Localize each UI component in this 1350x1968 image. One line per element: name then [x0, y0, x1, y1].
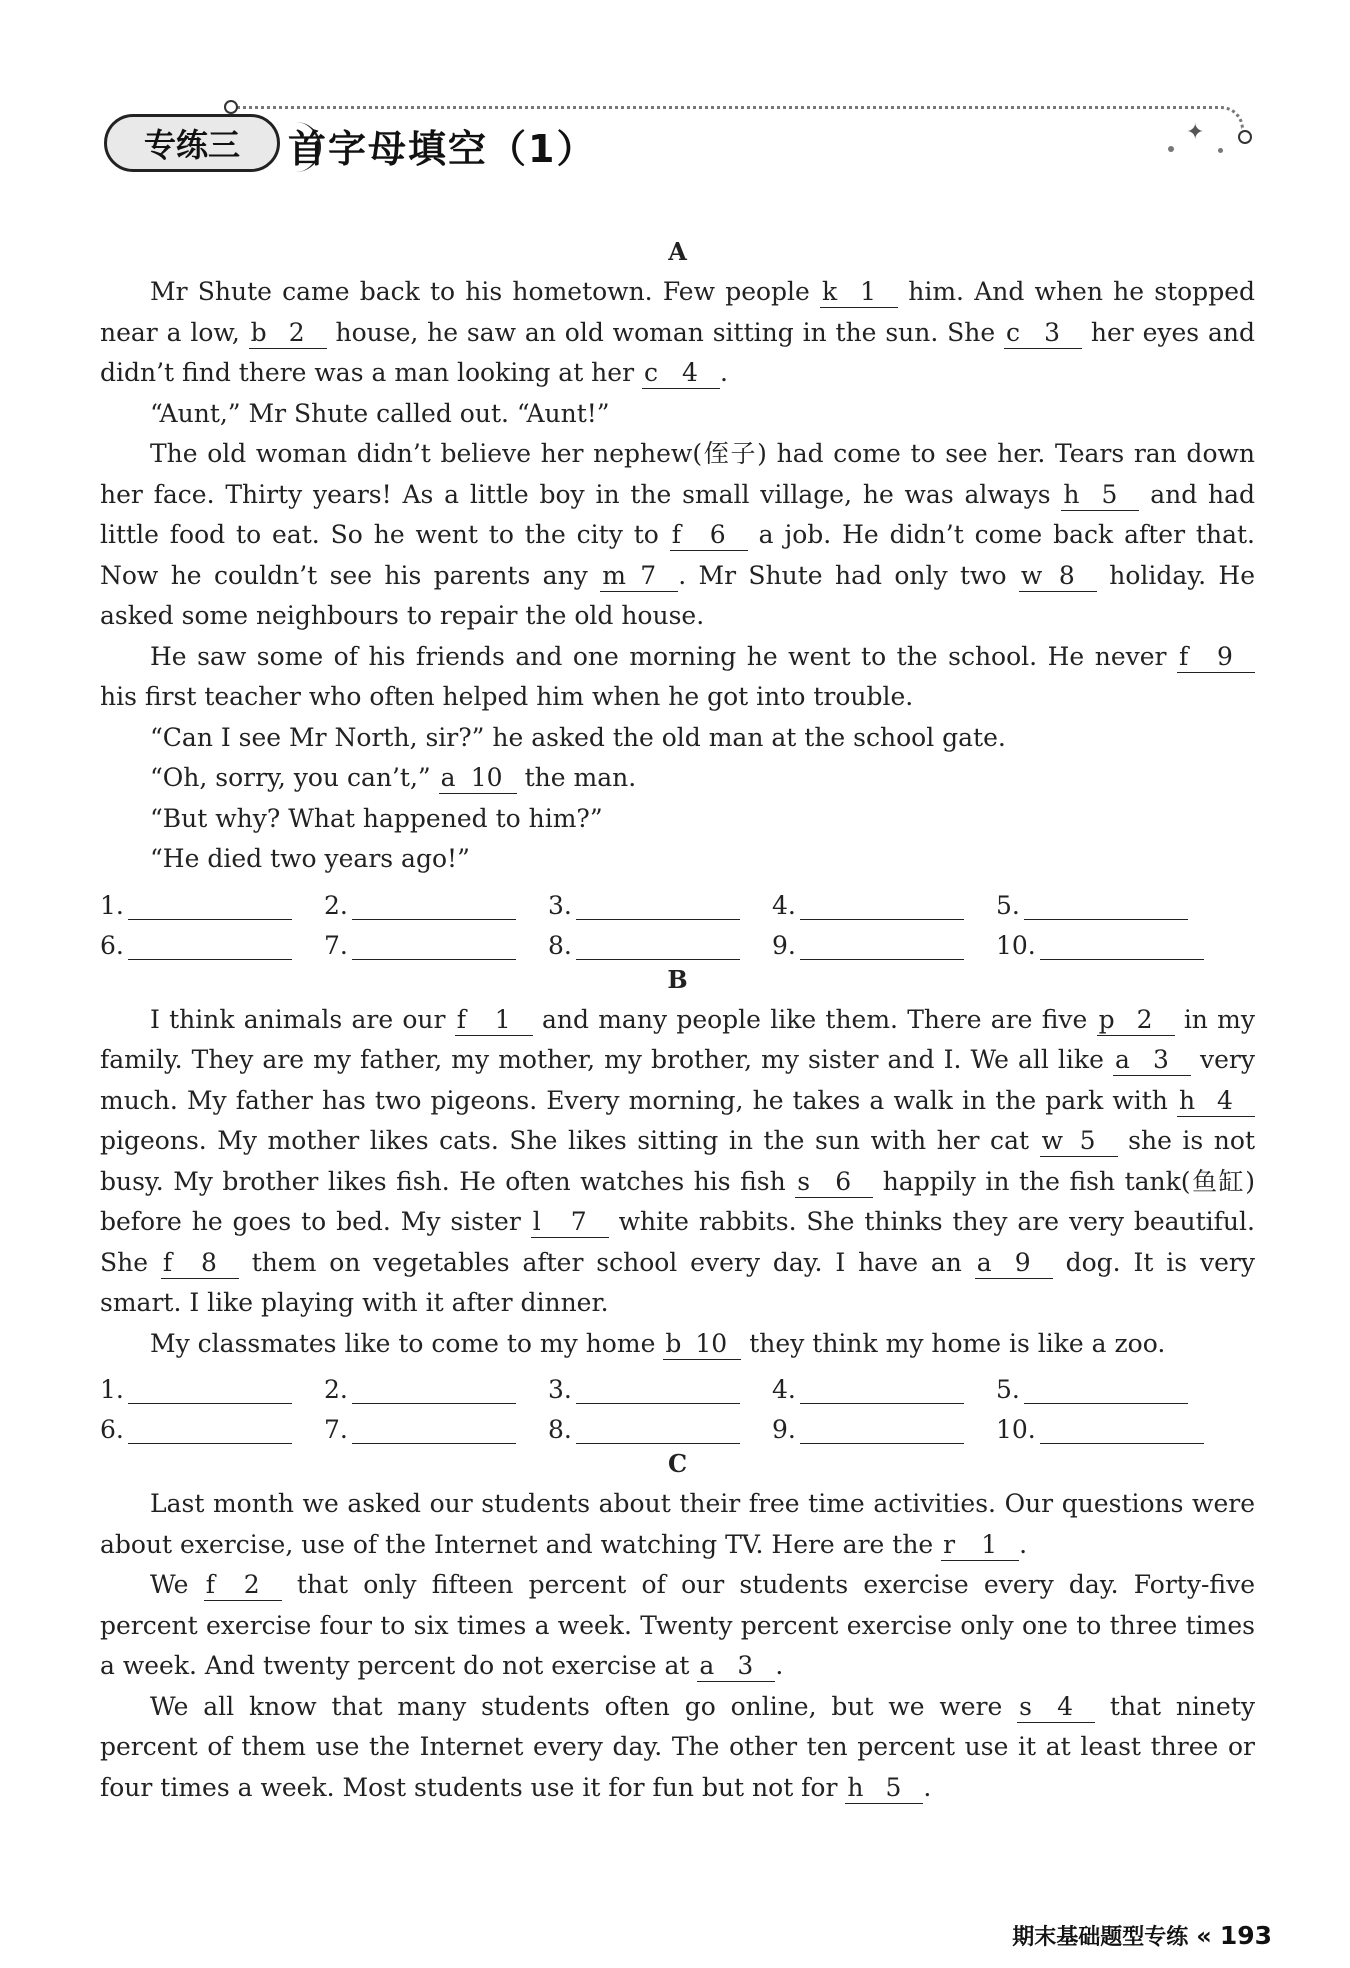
- fill-in-blank[interactable]: [1040, 1126, 1118, 1157]
- passage-text: him. And when he stopped near a low,: [100, 277, 1255, 347]
- blank-number: 3: [737, 1651, 754, 1680]
- answer-item: [996, 931, 1220, 960]
- passage-text: Last month we asked our students about their free time activities. Our questions were about exercise, use of the Internet and watching TV. Here are the: [100, 1489, 1255, 1559]
- passage-text: “He died two years ago!”: [150, 844, 470, 873]
- answer-number: 10.: [996, 930, 1036, 960]
- answer-number: 6.: [100, 1415, 124, 1444]
- fill-in-blank[interactable]: [670, 520, 748, 551]
- answer-item: [548, 891, 772, 920]
- blank-initial-letter: m: [602, 560, 626, 590]
- answer-item: [772, 891, 996, 920]
- blank-number: 1: [494, 1004, 511, 1034]
- blank-number: 9: [1014, 1247, 1031, 1277]
- passage-text: “But why? What happened to him?”: [150, 803, 603, 833]
- blank-initial-letter: h: [1179, 1085, 1196, 1115]
- dot-ornament: [1168, 146, 1174, 152]
- answer-item: [324, 891, 548, 920]
- fill-in-blank[interactable]: [642, 358, 720, 389]
- answer-input-line[interactable]: [128, 935, 292, 960]
- passage-paragraph: [100, 1324, 1255, 1365]
- blank-number: 9: [1217, 641, 1233, 671]
- answer-number: 8.: [548, 930, 572, 960]
- blank-initial-letter: k: [822, 277, 838, 306]
- fill-in-blank[interactable]: [161, 1248, 239, 1279]
- fill-in-blank[interactable]: [820, 277, 898, 308]
- sparkle-icon: ✦: [1186, 120, 1205, 145]
- passage-text: The old woman didn’t believe her nephew(侄子) had come to see her. Tears ran down her face. Thirty years! As a little boy in the small village, he was always: [100, 439, 1255, 509]
- answer-number: 2.: [324, 890, 348, 920]
- answer-input-line[interactable]: [576, 1419, 740, 1444]
- blank-initial-letter: a: [1114, 1045, 1130, 1074]
- answer-input-line[interactable]: [352, 1419, 516, 1444]
- page-title: 首字母填空（1）: [288, 127, 597, 171]
- page-number: 193: [1219, 1921, 1272, 1950]
- answer-row: [100, 880, 1255, 920]
- answer-item: [100, 1415, 324, 1444]
- fill-in-blank[interactable]: [697, 1651, 775, 1682]
- page-footer: [1012, 1920, 1272, 1951]
- blank-initial-letter: c: [1006, 317, 1021, 347]
- fill-in-blank[interactable]: [1113, 1045, 1191, 1076]
- blank-initial-letter: h: [847, 1772, 864, 1802]
- passage-text: and many people like them. There are five: [532, 1004, 1097, 1034]
- blank-initial-letter: w: [1041, 1126, 1063, 1155]
- answer-input-line[interactable]: [800, 1379, 964, 1404]
- answer-number: 5.: [996, 1375, 1020, 1404]
- answer-input-line[interactable]: [352, 935, 516, 960]
- answer-item: [996, 1415, 1220, 1444]
- answer-input-line[interactable]: [128, 895, 292, 920]
- passage-text: dog. It is very smart. I like playing with it after dinner.: [100, 1247, 1255, 1317]
- page-header: [96, 100, 1256, 190]
- passage-text: very much. My father has two pigeons. Every morning, he takes a walk in the park with: [100, 1045, 1255, 1115]
- answer-input-line[interactable]: [352, 1379, 516, 1404]
- answer-item: [324, 1415, 548, 1444]
- blank-number: 10: [695, 1328, 728, 1358]
- fill-in-blank[interactable]: [1019, 561, 1097, 592]
- blank-number: 3: [1152, 1045, 1169, 1074]
- passage-text: .: [719, 358, 728, 387]
- blank-number: 5: [1101, 479, 1118, 509]
- passage-text: white rabbits. She thinks they are very beautiful. She: [100, 1207, 1255, 1277]
- answer-input-line[interactable]: [1024, 895, 1188, 920]
- blank-initial-letter: f: [1179, 641, 1189, 671]
- fill-in-blank[interactable]: [1177, 1086, 1255, 1117]
- blank-initial-letter: a: [699, 1651, 715, 1680]
- blank-number: 3: [1044, 317, 1060, 347]
- fill-in-blank[interactable]: [845, 1773, 923, 1804]
- passage-text: a job. He didn’t come back after that. Now he couldn’t see his parents any: [100, 520, 1255, 590]
- passage-paragraph: [100, 1565, 1255, 1687]
- blank-initial-letter: b: [665, 1328, 682, 1358]
- answer-number: 9.: [772, 1415, 796, 1444]
- passage-paragraph: [100, 799, 1255, 840]
- answer-number: 6.: [100, 930, 124, 960]
- blank-number: 7: [640, 560, 657, 590]
- answer-input-line[interactable]: [128, 1379, 292, 1404]
- passage-paragraph: [100, 1687, 1255, 1809]
- passage-text: her eyes and didn’t find there was a man looking at her: [100, 317, 1255, 387]
- passage-text: the man.: [516, 763, 637, 792]
- blank-initial-letter: s: [797, 1166, 811, 1196]
- answer-number: 1.: [100, 890, 124, 920]
- blank-initial-letter: l: [532, 1207, 541, 1236]
- footer-book-title: 期末基础题型专练: [1012, 1925, 1189, 1950]
- passage-text: them on vegetables after school every day. I have an: [238, 1247, 975, 1277]
- answer-input-line[interactable]: [800, 895, 964, 920]
- blank-initial-letter: f: [456, 1004, 466, 1034]
- section-badge: 专练三: [104, 114, 280, 172]
- answer-item: [324, 1375, 548, 1404]
- fill-in-blank[interactable]: [941, 1530, 1019, 1561]
- fill-in-blank[interactable]: [439, 763, 517, 794]
- answer-input-line[interactable]: [576, 1379, 740, 1404]
- answer-item: [324, 931, 548, 960]
- blank-initial-letter: f: [205, 1570, 215, 1599]
- blank-number: 1: [981, 1529, 998, 1559]
- blank-number: 4: [1217, 1085, 1233, 1115]
- passage-text: “Aunt,” Mr Shute called out. “Aunt!”: [150, 398, 610, 428]
- passage-text: .: [923, 1772, 932, 1802]
- passage-paragraph: [100, 434, 1255, 637]
- answer-input-line[interactable]: [1040, 935, 1204, 960]
- blank-number: 10: [470, 763, 503, 792]
- answer-number: 4.: [772, 1375, 796, 1404]
- answer-number: 7.: [324, 1415, 348, 1444]
- fill-in-blank[interactable]: [531, 1207, 609, 1238]
- answer-item: [100, 1375, 324, 1404]
- passage-text: .: [1019, 1529, 1028, 1559]
- answer-number: 4.: [772, 890, 796, 920]
- passage-text: house, he saw an old woman sitting in the sun. She: [326, 317, 1005, 347]
- fill-in-blank[interactable]: [455, 1005, 533, 1036]
- circle-ornament: [224, 100, 238, 114]
- answer-number: 2.: [324, 1375, 348, 1404]
- passage-text: . Mr Shute had only two: [678, 560, 1019, 590]
- blank-number: 4: [682, 358, 698, 387]
- passage-text: she is not busy. My brother likes fish. He often watches his fish: [100, 1126, 1255, 1196]
- passage-paragraph: [100, 1000, 1255, 1324]
- answer-number: 3.: [548, 890, 572, 920]
- passage-paragraph: [100, 637, 1255, 718]
- blank-number: 6: [835, 1166, 852, 1196]
- answer-lines: [100, 1364, 1255, 1444]
- blank-initial-letter: b: [250, 317, 267, 347]
- passage-text: “Oh, sorry, you can’t,”: [150, 763, 439, 792]
- fill-in-blank[interactable]: [1017, 1692, 1095, 1723]
- fill-in-blank[interactable]: [204, 1570, 282, 1601]
- passage-text: and had little food to eat. So he went to the city to: [100, 479, 1256, 549]
- fill-in-blank[interactable]: [1097, 1005, 1175, 1036]
- circle-ornament: [1238, 130, 1252, 144]
- fill-in-blank[interactable]: [1061, 480, 1139, 511]
- passage-text: pigeons. My mother likes cats. She likes sitting in the sun with her cat: [100, 1126, 1040, 1155]
- passage-text: He saw some of his friends and one morning he went to the school. He never: [150, 641, 1177, 671]
- answer-input-line[interactable]: [576, 935, 740, 960]
- blank-initial-letter: h: [1063, 479, 1080, 509]
- passage-text: his first teacher who often helped him when he got into trouble.: [100, 682, 914, 711]
- passage-text: Mr Shute came back to his hometown. Few people: [150, 277, 821, 306]
- answer-input-line[interactable]: [1040, 1419, 1204, 1444]
- blank-number: 4: [1057, 1691, 1074, 1721]
- passage-text: happily in the fish tank(鱼缸) before he goes to bed. My sister: [100, 1166, 1255, 1236]
- answer-input-line[interactable]: [128, 1419, 292, 1444]
- passage-text: We all know that many students often go online, but we were: [150, 1691, 1018, 1721]
- passage-text: My classmates like to come to my home: [150, 1328, 664, 1358]
- answer-input-line[interactable]: [1024, 1379, 1188, 1404]
- fill-in-blank[interactable]: [1004, 318, 1082, 349]
- answer-number: 1.: [100, 1375, 124, 1404]
- answer-item: [548, 1415, 772, 1444]
- dot-ornament: [1218, 148, 1223, 153]
- section-heading: B: [667, 964, 688, 994]
- answer-lines: [100, 880, 1255, 960]
- passage-paragraph: [100, 272, 1255, 394]
- blank-number: 2: [288, 317, 305, 347]
- blank-number: 6: [709, 520, 726, 549]
- passage-text: We: [150, 1570, 204, 1599]
- fill-in-blank[interactable]: [1177, 642, 1255, 673]
- passage-text: they think my home is like a zoo.: [741, 1328, 1166, 1358]
- answer-item: [548, 931, 772, 960]
- passage-text: “Can I see Mr North, sir?” he asked the old man at the school gate.: [150, 722, 1006, 752]
- answer-item: [772, 1375, 996, 1404]
- passage-text: that ninety percent of them use the Internet every day. The other ten percent use it at least three or four times a week. Most students use it for fun but not for: [100, 1691, 1256, 1802]
- passage-text: .: [775, 1651, 784, 1680]
- answer-number: 10.: [996, 1415, 1036, 1444]
- answer-number: 5.: [996, 890, 1020, 920]
- answer-item: [100, 931, 324, 960]
- blank-initial-letter: c: [643, 358, 658, 387]
- section-heading: C: [667, 1449, 688, 1478]
- blank-number: 5: [1079, 1126, 1096, 1155]
- answer-item: [996, 1375, 1220, 1404]
- fill-in-blank[interactable]: [795, 1167, 873, 1198]
- answer-item: [996, 891, 1220, 920]
- passage-text: holiday. He asked some neighbours to repair the old house.: [100, 560, 1256, 630]
- answer-item: [772, 931, 996, 960]
- blank-initial-letter: s: [1019, 1691, 1032, 1721]
- passage-text: that only fifteen percent of our students exercise every day. Forty-five percent exercise four to six times a week. Twenty percent exercise only one to three times a week. And twenty percent do not exercise at: [100, 1570, 1255, 1680]
- blank-initial-letter: w: [1020, 560, 1043, 590]
- answer-number: 8.: [548, 1415, 572, 1444]
- answer-item: [100, 891, 324, 920]
- fill-in-blank[interactable]: [975, 1248, 1053, 1279]
- answer-row: [100, 1364, 1255, 1404]
- blank-initial-letter: f: [162, 1247, 173, 1277]
- blank-number: 7: [570, 1207, 587, 1236]
- section-heading: A: [668, 237, 687, 266]
- blank-initial-letter: r: [943, 1529, 956, 1559]
- passage-paragraph: [100, 394, 1255, 435]
- answer-number: 9.: [772, 930, 796, 960]
- passage-text: I think animals are our: [150, 1004, 455, 1034]
- blank-initial-letter: f: [671, 520, 682, 549]
- fill-in-blank[interactable]: [663, 1329, 741, 1360]
- blank-number: 1: [860, 277, 876, 306]
- exercise-content: [100, 232, 1255, 1808]
- passage-paragraph: [100, 839, 1255, 880]
- passage-paragraph: [100, 718, 1255, 759]
- fill-in-blank[interactable]: [600, 561, 678, 592]
- blank-number: 2: [243, 1570, 260, 1599]
- blank-initial-letter: a: [440, 763, 456, 792]
- answer-input-line[interactable]: [800, 935, 964, 960]
- blank-number: 8: [1058, 560, 1075, 590]
- answer-input-line[interactable]: [576, 895, 740, 920]
- answer-number: 7.: [324, 930, 348, 960]
- blank-number: 5: [885, 1772, 902, 1802]
- answer-input-line[interactable]: [800, 1419, 964, 1444]
- answer-number: 3.: [548, 1375, 572, 1404]
- fill-in-blank[interactable]: [249, 318, 327, 349]
- passage-paragraph: [100, 1484, 1255, 1565]
- blank-initial-letter: a: [976, 1247, 992, 1277]
- passage-paragraph: [100, 758, 1255, 799]
- blank-initial-letter: p: [1098, 1004, 1115, 1034]
- blank-number: 8: [200, 1247, 217, 1277]
- answer-input-line[interactable]: [352, 895, 516, 920]
- answer-item: [772, 1415, 996, 1444]
- passage-text: in my family. They are my father, my mother, my brother, my sister and I. We all like: [100, 1004, 1255, 1074]
- answer-row: [100, 920, 1255, 960]
- answer-row: [100, 1404, 1255, 1444]
- answer-item: [548, 1375, 772, 1404]
- blank-number: 2: [1136, 1004, 1153, 1034]
- double-chevron-icon: «: [1196, 1921, 1212, 1950]
